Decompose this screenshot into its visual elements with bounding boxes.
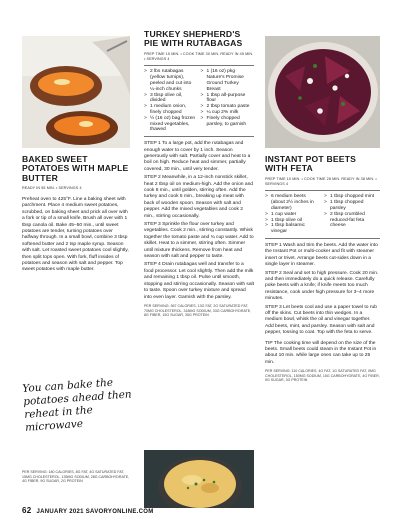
ingredient-item: > 2 tbsp tomato paste	[201, 104, 255, 110]
ingredient-item: > 3 tbsp olive oil, divided	[144, 93, 198, 105]
ingredient-item: > 1 tbsp chopped parsley	[324, 200, 380, 212]
ingredient-item: > 1 medium onion, finely chopped	[144, 104, 198, 116]
page-number: 62	[22, 506, 32, 515]
sweet-potato-photo	[22, 36, 130, 148]
recipe-tip: TIP The cooking time will depend on the size of the beets. Small beets could steam in the Instant Pot in about 10 min. while large ones can take up to 25 min.	[265, 340, 377, 365]
recipe-title: INSTANT POT BEETS WITH FETA	[265, 154, 357, 174]
ingredient-item: > 1 tbsp all-purpose flour	[201, 93, 255, 105]
recipe-sweet-potatoes	[22, 155, 130, 276]
recipe-meta: PREP TIME 10 MIN. • COOK TIME 28 MIN. READY IN 38 MIN. • SERVINGS 4	[265, 176, 377, 186]
ingredient-item: > ½ (16 oz) bag frozen mixed vegetables, thawed	[144, 116, 198, 133]
direction-step: STEP 1 Wash and trim the beets. Add the water into the Instant Pot or multi-cooker and fit with steamer insert or trivet. Arrange beets cut-sides down in a single layer in steamer.	[265, 242, 378, 268]
direction-step: STEP 3 Sprinkle the flour over turkey and vegetables. Cook 2 min., stirring constantly. Whisk together the tomato paste and ¾ cup water. Add to skillet. Heat to a simmer, stirring often. Simmer until mixture thickens. Remove from heat and season with salt and pepper to taste.	[144, 222, 254, 260]
recipe-directions	[22, 197, 130, 274]
shepherds-pie-photo	[144, 450, 254, 508]
ingredient-list	[144, 65, 254, 137]
direction-step: STEP 4 Drain rutabagas well and transfer to a food processor. Let cool slightly. Then add the milk and remaining 1 tbsp oil. Pulse until smooth, stopping and stirring occasionally. Season with salt to taste. Spoon over turkey mixture and spread into even layer. Garnish with the parsley.	[144, 262, 255, 300]
issue-line: JANUARY 2021 SAVORYONLINE.COM	[36, 509, 154, 515]
direction-step: STEP 2 Meanwhile, in a 12-inch nonstick skillet, heat 2 tbsp oil on medium-high. Add the onion and cook 8 min., until golden, stirring often. Add the turkey and cook 5 min., breaking up meat with back of wooden spoon. Season with salt and pepper. Add the mixed vegetables and cook 2 min., stirring occasionally.	[144, 175, 254, 219]
beets-photo	[265, 36, 380, 148]
handwritten-note: You can bake the potatoes ahead then reheat in the microwave	[22, 376, 133, 434]
direction-step: STEP 3 Let beets cool and use a paper towel to rub off the skins. Cut beets into thin wedges. In a medium bowl, whisk the oil and vinegar together. Add beets, mint, and parsley. Season with salt and pepper, tossing to coat. Top with the feta to serve.	[265, 304, 377, 336]
ingredient-item: > 1 tbsp chopped mint	[324, 194, 380, 200]
recipe-title: BAKED SWEET POTATOES WITH MAPLE BUTTER	[22, 154, 129, 183]
ingredient-item: > 1 cup water	[265, 212, 321, 218]
page-footer	[22, 506, 154, 515]
ingredient-list	[265, 190, 380, 239]
recipe-meta: READY IN 55 MIN. • SERVINGS 4	[22, 186, 82, 191]
direction-step: STEP 1 To a large pot, add the rutabagas and enough water to cover by 1 inch. Season generously with salt. Partially cover and heat to a boil on high. Reduce heat and simmer, partially covered, 30 min., until very tender.	[144, 141, 251, 172]
recipe-directions	[144, 141, 254, 301]
recipe-shepherds-pie	[144, 30, 254, 318]
ingredient-item: > 2 lbs rutabagas (yellow turnips), peeled and cut into ¼-inch chunks	[144, 69, 198, 92]
ingredient-item: > 1 tbsp balsamic vinegar	[265, 223, 321, 235]
recipe-meta: PREP TIME 15 MIN. • COOK TIME 30 MIN. READY IN 45 MIN. • SERVINGS 4	[144, 51, 254, 61]
nutrition-info: PER SERVING: 110 CALORIES, 4G FAT, 1G SATURATED FAT, 0MG CHOLESTEROL, 150MG SODIUM, 15G CARBOHYDRATE, 4G FIBER, 9G SUGAR, 3G PROTEIN	[265, 369, 380, 383]
direction-step: STEP 2 Seal and set to high pressure. Cook 20 min. and then immediately do a quick release. Carefully poke beets with a knife; if knife meets too much resistance, cook under high pressure for 3–4 more minutes.	[265, 270, 379, 302]
ingredient-item: > Finely chopped parsley, to garnish	[201, 116, 255, 128]
ingredient-item: > ¼ cup 2% milk	[201, 110, 255, 116]
ingredient-item: > 6 medium beets (about 2½ inches in diameter)	[265, 194, 321, 211]
nutrition-info: PER SERVING: 180 CALORIES, 8G FAT, 4G SATURATED FAT, 15MG CHOLESTEROL, 135MG SODIUM, 28G CARBOHYDRATE, 4G FIBER, 9G SUGAR, 2G PROTEIN	[22, 470, 130, 484]
recipe-title: TURKEY SHEPHERD'S PIE WITH RUTABAGAS	[144, 29, 243, 49]
recipe-directions	[265, 243, 380, 366]
recipe-beets	[265, 155, 380, 383]
direction-paragraph: Preheat oven to 425°F. Line a baking sheet with parchment. Place 4 medium sweet potatoes, scrubbed, on baking sheet and prick all over with a fork or tip of a small knife. Brush all over with 1 tbsp canola oil. Bake 45–50 min., until sweet potatoes are tender, turning potatoes over halfway through. In a small bowl, combine 3 tbsp softened butter and 2 tsp maple syrup. Season with salt. Let roasted sweet potatoes cool slightly, then split tops open. With fork, fluff insides of potatoes and season with salt and pepper. Top sweet potatoes with maple butter.	[22, 197, 129, 273]
nutrition-info: PER SERVING: 367 CALORIES, 13G FAT, 2G SATURATED FAT, 70MG CHOLESTEROL, 318MG SODIUM, 33G CARBOHYDRATE, 8G FIBER, 15G SUGAR, 35G PROTEIN	[144, 303, 252, 318]
ingredient-item: > 1 (16 oz) pkg Nature's Promise Ground Turkey Breast	[201, 69, 255, 92]
ingredient-item: > 2 tbsp crumbled reduced-fat feta cheese	[324, 212, 380, 229]
ingredient-item: > 1 tbsp olive oil	[265, 218, 321, 224]
